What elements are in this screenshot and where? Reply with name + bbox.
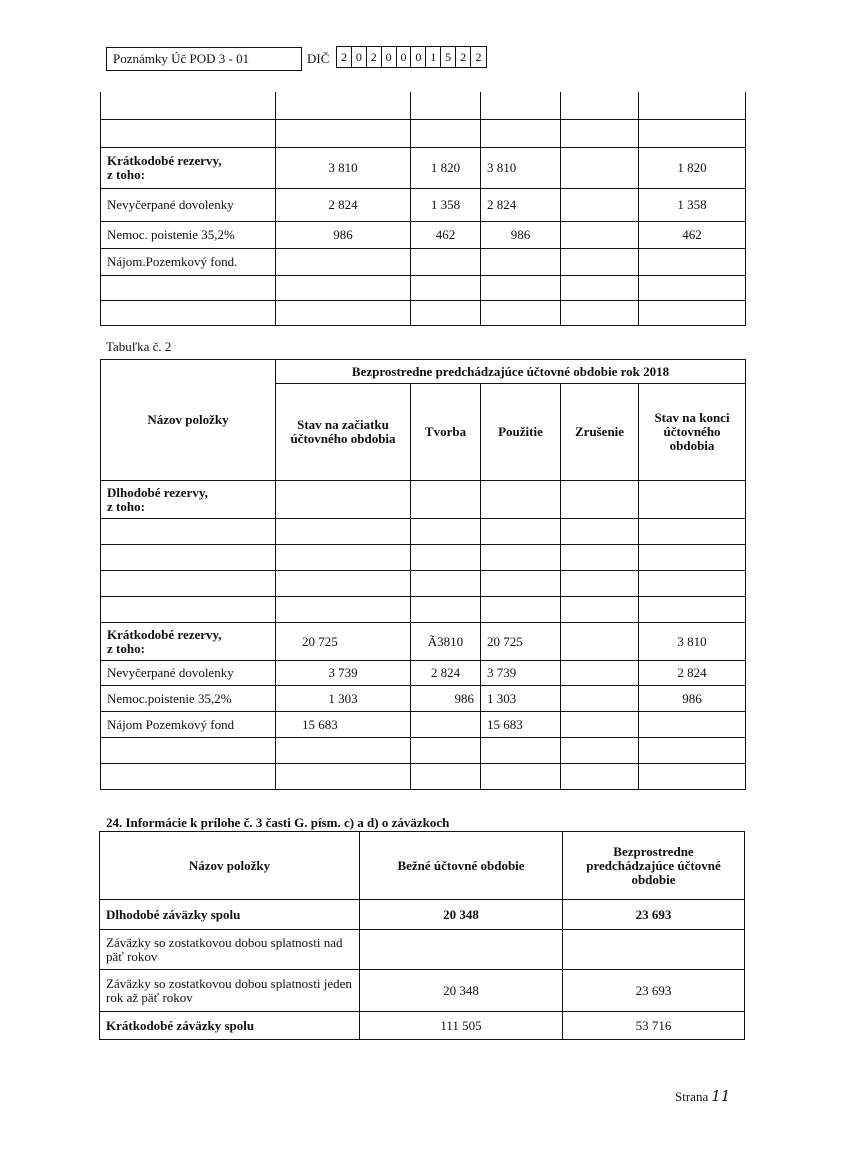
cell-value <box>561 661 639 686</box>
column-header-opening: Stav na začiatku účtovného obdobia <box>276 384 411 481</box>
table-row <box>101 571 746 597</box>
row-label: Nemoc.poistenie 35,2% <box>101 686 276 712</box>
table-row <box>101 738 746 764</box>
cell-value: 2 824 <box>481 188 561 221</box>
dic-label: DIČ <box>307 51 330 66</box>
row-label: Záväzky so zostatkovou dobou splatnosti jeden rok až päť rokov <box>100 970 360 1012</box>
dic-digit: 0 <box>382 47 397 67</box>
table-header-row <box>100 832 745 900</box>
period-header: Bezprostredne predchádzajúce účtovné obdobie rok 2018 <box>276 360 746 384</box>
table-row <box>100 930 745 970</box>
row-label: Krátkodobé záväzky spolu <box>100 1012 360 1040</box>
cell-value: 1 358 <box>411 188 481 221</box>
column-header-usage: Použitie <box>481 384 561 481</box>
row-label: Dlhodobé záväzky spolu <box>100 900 360 930</box>
dic-digit: 0 <box>352 47 367 67</box>
table-row <box>101 686 746 712</box>
column-header-current: Bežné účtovné obdobie <box>360 832 563 900</box>
cell-value: 15 683 <box>481 712 561 738</box>
cell-value: 986 <box>411 686 481 712</box>
column-header-creation: Tvorba <box>411 384 481 481</box>
row-label: Nájom.Pozemkový fond. <box>101 248 276 275</box>
column-header-previous: Bezprostredne predchádzajúce účtovné obdobie <box>563 832 745 900</box>
table-row <box>101 147 746 188</box>
cell-value: 23 693 <box>563 900 745 930</box>
cell-value: 3 739 <box>276 661 411 686</box>
cell-value: 23 693 <box>563 970 745 1012</box>
table-row <box>101 481 746 519</box>
table-row <box>101 92 746 119</box>
cell-value: 986 <box>481 221 561 248</box>
cell-value: 20 348 <box>360 900 563 930</box>
cell-value: 3 810 <box>639 623 746 661</box>
cell-value <box>411 712 481 738</box>
dic-digit: 0 <box>397 47 412 67</box>
table-row <box>101 623 746 661</box>
cell-value: 1 820 <box>411 147 481 188</box>
cell-value <box>563 930 745 970</box>
page-number: 11 <box>711 1087 731 1105</box>
cell-value: 1 358 <box>639 188 746 221</box>
column-header-cancellation: Zrušenie <box>561 384 639 481</box>
cell-value: 3 810 <box>276 147 411 188</box>
table-row <box>101 764 746 790</box>
document-title: Poznámky Úč POD 3 - 01 <box>106 47 302 71</box>
row-label: Krátkodobé rezervy, z toho: <box>101 147 276 188</box>
row-label: Nevyčerpané dovolenky <box>101 661 276 686</box>
table-row <box>101 712 746 738</box>
row-label: Nájom Pozemkový fond <box>101 712 276 738</box>
table-row <box>101 248 746 275</box>
dic-digit: 0 <box>411 47 426 67</box>
dic-digit: 2 <box>367 47 382 67</box>
table-row <box>101 597 746 623</box>
cell-value: 986 <box>276 221 411 248</box>
cell-value: 2 824 <box>639 661 746 686</box>
dic-digit: 2 <box>456 47 471 67</box>
section-title: 24. Informácie k prílohe č. 3 časti G. písm. c) a d) o záväzkoch <box>106 815 450 830</box>
cell-value: 3 810 <box>481 147 561 188</box>
cell-value <box>561 147 639 188</box>
liabilities-table <box>99 831 745 1040</box>
table-row <box>101 275 746 300</box>
column-header-name: Názov položky <box>101 360 276 481</box>
row-label: Záväzky so zostatkovou dobou splatnosti nad päť rokov <box>100 930 360 970</box>
row-label: Nemoc. poistenie 35,2% <box>101 221 276 248</box>
reserves-previous-table <box>100 359 746 790</box>
cell-value: 3 739 <box>481 661 561 686</box>
dic-digit: 5 <box>441 47 456 67</box>
table-header-row <box>101 360 746 384</box>
cell-value: 462 <box>639 221 746 248</box>
table-row <box>101 661 746 686</box>
cell-value: Ã3810 <box>411 623 481 661</box>
cell-value <box>561 188 639 221</box>
cell-value: 20 725 <box>481 623 561 661</box>
table-row <box>101 545 746 571</box>
table-caption: Tabuľka č. 2 <box>106 339 172 354</box>
cell-value: 2 824 <box>276 188 411 221</box>
cell-value: 986 <box>639 686 746 712</box>
page-label: Strana <box>675 1089 709 1104</box>
dic-digit: 1 <box>426 47 441 67</box>
column-header-closing: Stav na konci účtovného obdobia <box>639 384 746 481</box>
reserves-current-table <box>100 92 746 326</box>
cell-value <box>561 623 639 661</box>
table-row <box>101 519 746 545</box>
cell-value: 15 683 <box>276 712 411 738</box>
row-label: Nevyčerpané dovolenky <box>101 188 276 221</box>
table-row <box>101 300 746 325</box>
cell-value: 462 <box>411 221 481 248</box>
cell-value: 2 824 <box>411 661 481 686</box>
table-row <box>101 188 746 221</box>
cell-value: 20 348 <box>360 970 563 1012</box>
cell-value: 53 716 <box>563 1012 745 1040</box>
dic-digit-boxes <box>336 46 487 68</box>
cell-value <box>639 712 746 738</box>
cell-value: 1 303 <box>276 686 411 712</box>
dic-digit: 2 <box>475 50 482 64</box>
cell-value <box>561 712 639 738</box>
cell-value: 1 303 <box>481 686 561 712</box>
column-header-name: Názov položky <box>100 832 360 900</box>
table-row <box>100 1012 745 1040</box>
table-row <box>100 970 745 1012</box>
page-footer <box>675 1087 730 1105</box>
table-row <box>101 119 746 147</box>
table-row <box>100 900 745 930</box>
row-label: Dlhodobé rezervy, z toho: <box>101 481 276 519</box>
cell-value <box>360 930 563 970</box>
cell-value: 1 820 <box>639 147 746 188</box>
cell-value <box>561 686 639 712</box>
cell-value: 20 725 <box>276 623 411 661</box>
cell-value: 111 505 <box>360 1012 563 1040</box>
cell-value <box>561 221 639 248</box>
dic-digit: 2 <box>337 47 352 67</box>
row-label: Krátkodobé rezervy, z toho: <box>101 623 276 661</box>
table-row <box>101 221 746 248</box>
